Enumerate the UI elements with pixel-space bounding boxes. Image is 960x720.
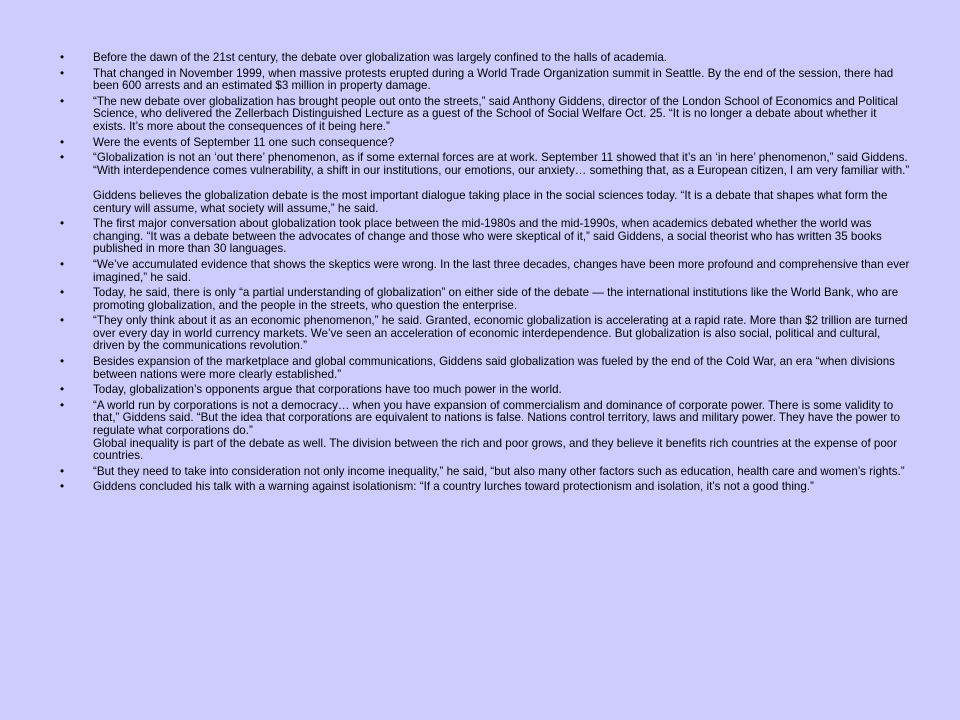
bullet-item bbox=[60, 356, 910, 381]
bullet-icon: • bbox=[60, 286, 65, 300]
bullet-icon: • bbox=[60, 257, 65, 271]
bullet-text: The first major conversation about globalization took place between the mid-1980s and the mid-1990s, when academics debated whether the world was changing. “It was a debate between the advocates of change and those who were skeptical of it,” said Giddens, a social theorist who has written 35 books published in more than 30 languages. bbox=[93, 217, 882, 256]
bullet-text: Besides expansion of the marketplace and global communications, Giddens said globalization was fueled by the end of the Cold War, an era “when divisions between nations were more clearly established.” bbox=[93, 355, 895, 381]
bullet-icon: • bbox=[60, 151, 65, 165]
bullet-item bbox=[60, 96, 910, 134]
bullet-item bbox=[60, 287, 910, 312]
bullet-text: Giddens believes the globalization debate is the most important dialogue taking place in the social sciences today. “It is a debate that shapes what form the century will assume, what society will assume,” he said. bbox=[93, 188, 888, 215]
bullet-text: Were the events of September 11 one such consequence? bbox=[93, 135, 395, 149]
bullet-icon: • bbox=[60, 51, 65, 64]
bullet-text: “We’ve accumulated evidence that shows the skeptics were wrong. In the last three decades, changes have been more profound and comprehensive than ever imagined,” he said. bbox=[93, 257, 910, 284]
bullet-text: Global inequality is part of the debate as well. The division between the rich and poor grows, and they believe it benefits rich countries at the expense of poor countries. bbox=[93, 436, 898, 463]
bullet-text: That changed in November 1999, when massive protests erupted during a World Trade Organization summit in Seattle. By the end of the session, there had been 600 arrests and an estimated $3 million in property damage. bbox=[93, 66, 894, 93]
bullet-list bbox=[60, 52, 910, 494]
bullet-icon: • bbox=[60, 398, 65, 412]
bullet-text: Giddens concluded his talk with a warning against isolationism: “If a country lurches toward protectionism and isolation, it’s not a good thing.” bbox=[93, 480, 814, 494]
bullet-text: “The new debate over globalization has brought people out onto the streets,” said Anthony Giddens, director of the London School of Economics and Political Science, who delivered the Zellerbach Distinguished Lecture as a guest of the School of Social Welfare Oct. 25. “It is no longer a debate about whether it exists. It’s more about the consequences of it being here.” bbox=[93, 94, 898, 133]
bullet-icon: • bbox=[60, 135, 65, 149]
bullet-item bbox=[60, 152, 910, 215]
bullet-icon: • bbox=[60, 314, 65, 328]
bullet-icon: • bbox=[60, 66, 65, 80]
bullet-item bbox=[60, 218, 910, 256]
bullet-icon: • bbox=[60, 94, 65, 108]
bullet-text: Before the dawn of the 21st century, the debate over globalization was largely confined to the halls of academia. bbox=[93, 51, 668, 64]
bullet-item bbox=[60, 384, 910, 397]
bullet-item bbox=[60, 400, 910, 463]
bullet-text: “They only think about it as an economic phenomenon,” he said. Granted, economic globalization is accelerating at a rapid rate. More than $2 trillion are turned over every day in world currency markets. We’ve seen an acceleration of economic interdependence. But globalization is also social, political and cultural, driven by the communications revolution.” bbox=[93, 314, 908, 353]
bullet-item bbox=[60, 315, 910, 353]
bullet-item bbox=[60, 466, 910, 479]
bullet-icon: • bbox=[60, 383, 65, 397]
bullet-text: Today, he said, there is only “a partial understanding of globalization” on either side of the debate — the international institutions like the World Bank, who are promoting globalization, and the people in the streets, who question the enterprise. bbox=[93, 286, 899, 312]
bullet-icon: • bbox=[60, 464, 65, 478]
bullet-text: “A world run by corporations is not a democracy… when you have expansion of commercialism and dominance of corporate power. There is some validity to that,” Giddens said. “But the idea that corporations are equivalent to nations is false. Nations control territory, laws and military power. They have the power to regulate what corporations do.” bbox=[93, 398, 901, 438]
bullet-text: “Globalization is not an ‘out there’ phenomenon, as if some external forces are at work. September 11 showed that it’s an ‘in here’ phenomenon,” said Giddens. “With interdependence comes vulnerability, a shift in our institutions, our emotions, our anxiety… something that, as a European citizen, I am very familiar with.” bbox=[93, 151, 910, 177]
bullet-item bbox=[60, 52, 910, 65]
bullet-icon: • bbox=[60, 217, 65, 231]
bullet-item bbox=[60, 481, 910, 494]
bullet-item bbox=[60, 137, 910, 150]
bullet-item bbox=[60, 259, 910, 284]
bullet-icon: • bbox=[60, 480, 65, 494]
bullet-text: “But they need to take into consideration not only income inequality,” he said, “but also many other factors such as education, health care and women’s rights.” bbox=[93, 464, 905, 478]
bullet-text: Today, globalization’s opponents argue that corporations have too much power in the world. bbox=[93, 383, 562, 397]
bullet-item bbox=[60, 68, 910, 93]
bullet-icon: • bbox=[60, 355, 65, 369]
